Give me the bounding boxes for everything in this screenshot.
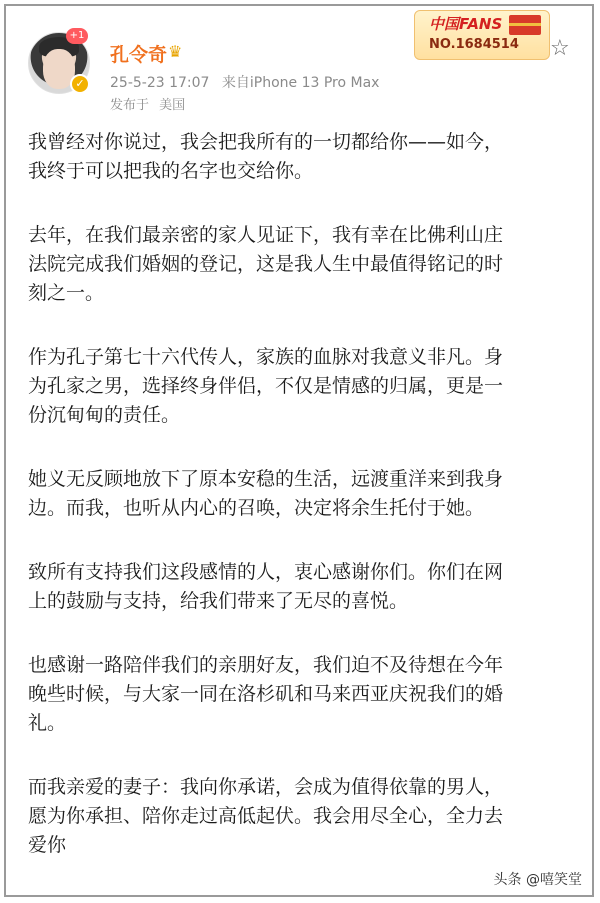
username[interactable]: 孔令奇	[110, 44, 168, 66]
paragraph-5: 致所有支持我们这段感情的人，衷心感谢你们。你们在网 上的鼓励与支持，给我们带来了无尽的喜悦。	[28, 561, 504, 612]
paragraph-7: 而我亲爱的妻子：我向你承诺，会成为值得依靠的男人， 愿为你承担、陪你走过高低起伏。我会用尽全心，全力去 爱你	[28, 776, 504, 856]
verified-icon: ✓	[70, 74, 90, 94]
post-location	[110, 94, 185, 113]
post-source: 来自iPhone 13 Pro Max	[221, 75, 380, 91]
post-content	[28, 128, 573, 895]
plus-badge: +1	[66, 28, 88, 44]
location-value: 美国	[159, 98, 186, 113]
fans-badge[interactable]	[414, 10, 550, 60]
watermark: 头条 @嘻笑堂	[493, 872, 582, 888]
star-icon[interactable]: ☆	[550, 36, 570, 61]
paragraph-4: 她义无反顾地放下了原本安稳的生活，远渡重洋来到我身 边。而我，也听从内心的召唤，决定将余生托付于她。	[28, 468, 504, 519]
crown-icon: ♛	[168, 42, 183, 61]
paragraph-6: 也感谢一路陪伴我们的亲朋好友，我们迫不及待想在今年 晚些时候，与大家一同在洛杉矶和马来西亚庆祝我们的婚 礼。	[28, 654, 504, 734]
tiananmen-icon	[509, 15, 541, 35]
location-label: 发布于	[110, 98, 150, 113]
fans-badge-number: NO.1684514	[429, 37, 519, 52]
paragraph-3: 作为孔子第七十六代传人，家族的血脉对我意义非凡。身 为孔家之男，选择终身伴侣，不仅是情感的归属，更是一 份沉甸甸的责任。	[28, 346, 504, 426]
post-time: 25-5-23 17:07	[110, 75, 210, 91]
paragraph-2: 去年，在我们最亲密的家人见证下，我有幸在比佛利山庄 法院完成我们婚姻的登记，这是我人生中最值得铭记的时 刻之一。	[28, 224, 504, 304]
post-meta	[110, 72, 379, 92]
fans-badge-title: 中国FANS	[429, 15, 503, 33]
paragraph-1: 我曾经对你说过，我会把我所有的一切都给你——如今， 我终于可以把我的名字也交给你。	[28, 131, 504, 182]
